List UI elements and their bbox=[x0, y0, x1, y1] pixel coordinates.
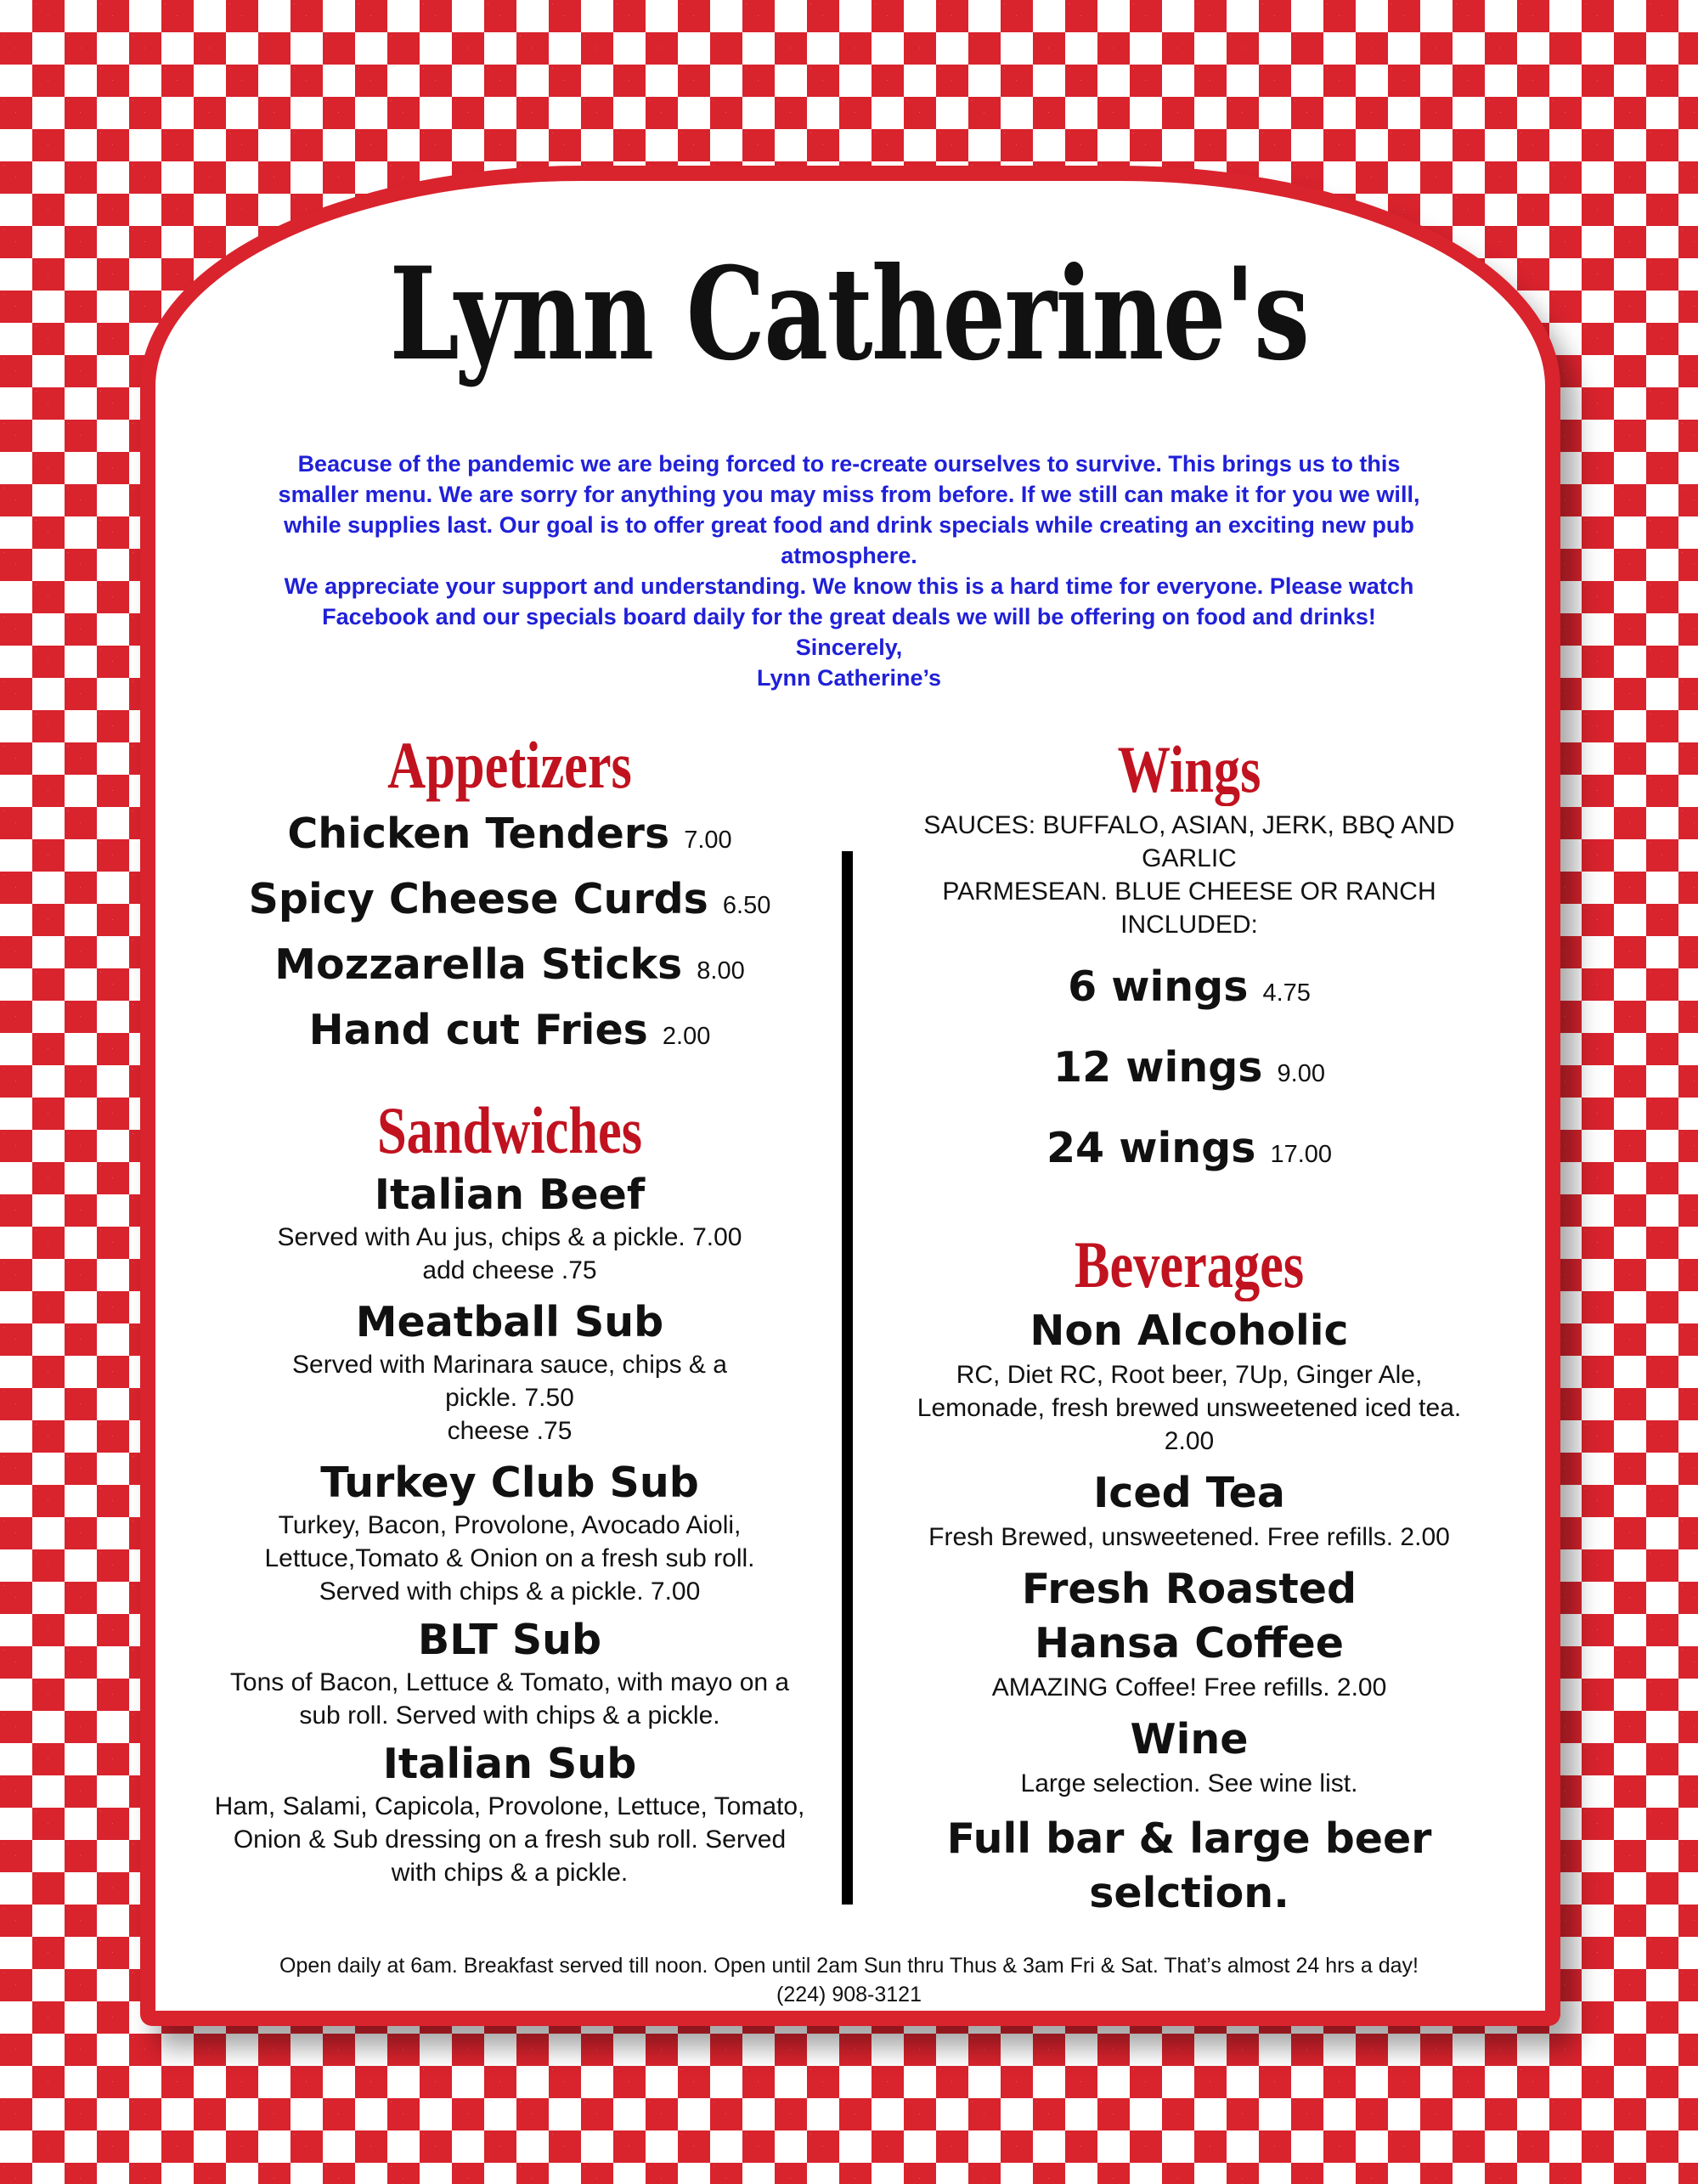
wing-item bbox=[849, 1030, 1529, 1111]
item-name: Non Alcoholic bbox=[1030, 1306, 1349, 1355]
sauces-text: PARMESEAN. BLUE CHEESE OR RANCH bbox=[942, 878, 1436, 906]
appetizer-item bbox=[170, 1001, 849, 1066]
item-description: Ham, Salami, Capicola, Provolone, Lettuce, Tomato, bbox=[214, 1792, 805, 1820]
right-column bbox=[849, 731, 1529, 1921]
beverages-section bbox=[849, 1226, 1529, 1921]
beverage-item bbox=[849, 1713, 1529, 1800]
item-name: Chicken Tenders bbox=[287, 810, 670, 858]
item-name: Meatball Sub bbox=[355, 1298, 664, 1346]
footer-hours: Open daily at 6am. Breakfast served till noon. Open until 2am Sun thru Thus & 3am Fri & Sat. That’s almost 24 hrs a day! bbox=[279, 1954, 1419, 1978]
item-price: 4.75 bbox=[1262, 979, 1311, 1007]
item-name: Spicy Cheese Curds bbox=[248, 875, 708, 923]
item-name: Full bar & large beer selction. bbox=[946, 1814, 1432, 1917]
appetizer-item bbox=[170, 870, 849, 935]
left-column bbox=[170, 726, 849, 1889]
item-description: with chips & a pickle. bbox=[391, 1859, 629, 1887]
sandwich-item bbox=[170, 1458, 849, 1608]
item-name: Fresh Roasted Hansa Coffee bbox=[1021, 1565, 1357, 1668]
item-description: sub roll. Served with chips & a pickle. bbox=[299, 1701, 720, 1730]
footer bbox=[170, 1951, 1528, 2009]
item-description: Lemonade, fresh brewed unsweetened iced tea. bbox=[917, 1394, 1462, 1422]
sandwich-item bbox=[170, 1170, 849, 1287]
beverage-item bbox=[849, 1812, 1529, 1921]
wing-item bbox=[849, 1111, 1529, 1192]
item-name: 12 wings bbox=[1053, 1043, 1263, 1092]
item-price: 8.00 bbox=[697, 957, 745, 985]
item-price: 6.50 bbox=[722, 892, 771, 919]
wings-section bbox=[849, 731, 1529, 1192]
wings-title: Wings bbox=[1117, 732, 1261, 806]
sandwich-item bbox=[170, 1615, 849, 1732]
item-name: BLT Sub bbox=[417, 1616, 602, 1664]
intro-signoff: Sincerely, bbox=[795, 635, 903, 660]
item-description: 2.00 bbox=[1164, 1427, 1215, 1455]
beverage-item bbox=[849, 1466, 1529, 1554]
beverage-item bbox=[849, 1304, 1529, 1458]
item-description: cheese .75 bbox=[447, 1417, 573, 1445]
item-description: Served with Marinara sauce, chips & a bbox=[292, 1351, 727, 1379]
item-price: 9.00 bbox=[1277, 1060, 1325, 1087]
intro-paragraph-2: We appreciate your support and understanding. We know this is a hard time for everyone. Please watch Facebook and our specials board daily for the great deals we will be offering on food and drinks! bbox=[284, 573, 1414, 629]
sandwich-item bbox=[170, 1739, 849, 1889]
item-name: Hand cut Fries bbox=[308, 1006, 648, 1054]
wing-item bbox=[849, 950, 1529, 1030]
item-description: RC, Diet RC, Root beer, 7Up, Ginger Ale, bbox=[956, 1361, 1423, 1389]
item-description: Large selection. See wine list. bbox=[1020, 1769, 1358, 1797]
item-price: 17.00 bbox=[1270, 1141, 1333, 1168]
item-description: Turkey, Bacon, Provolone, Avocado Aioli, bbox=[278, 1511, 742, 1539]
intro-message bbox=[255, 449, 1443, 693]
intro-paragraph-1: Beacuse of the pandemic we are being forced to re-create ourselves to survive. This brings us to this smaller menu. We are sorry for anything you may miss from before. If we still can make it for you we will, while supplies last. Our goal is to offer great food and drink specials while creating an exciting new pub atmosphere. bbox=[278, 451, 1420, 568]
item-description: Served with chips & a pickle. 7.00 bbox=[319, 1577, 701, 1606]
appetizer-item bbox=[170, 935, 849, 1001]
item-name: Mozzarella Sticks bbox=[274, 940, 683, 989]
item-description: AMAZING Coffee! Free refills. 2.00 bbox=[991, 1673, 1387, 1701]
sandwich-item bbox=[170, 1297, 849, 1448]
sandwiches-title: Sandwiches bbox=[376, 1093, 643, 1167]
item-name: Turkey Club Sub bbox=[320, 1459, 699, 1507]
sauces-text: INCLUDED: bbox=[1120, 911, 1258, 939]
appetizer-item bbox=[170, 804, 849, 870]
sandwiches-section bbox=[170, 1092, 849, 1889]
appetizers-section bbox=[170, 726, 849, 1066]
appetizers-title: Appetizers bbox=[387, 728, 632, 802]
item-description: add cheese .75 bbox=[422, 1256, 597, 1284]
item-name: 6 wings bbox=[1068, 962, 1249, 1011]
item-description: Onion & Sub dressing on a fresh sub roll. Served bbox=[233, 1826, 787, 1854]
item-name: Italian Beef bbox=[374, 1171, 646, 1219]
intro-signature: Lynn Catherine’s bbox=[756, 665, 942, 691]
item-description: Fresh Brewed, unsweetened. Free refills. 2.00 bbox=[928, 1523, 1450, 1551]
item-name: Italian Sub bbox=[382, 1740, 637, 1788]
restaurant-title: Lynn Catherine's bbox=[389, 240, 1309, 389]
item-name: 24 wings bbox=[1046, 1124, 1256, 1172]
item-description: pickle. 7.50 bbox=[445, 1384, 574, 1412]
item-name: Wine bbox=[1130, 1715, 1249, 1764]
item-price: 2.00 bbox=[662, 1023, 711, 1050]
sauces-text: SAUCES: BUFFALO, ASIAN, JERK, BBQ AND bbox=[923, 811, 1455, 839]
item-description: Served with Au jus, chips & a pickle. 7.00 bbox=[277, 1223, 742, 1251]
beverages-title: Beverages bbox=[1074, 1227, 1305, 1301]
sauces-text: GARLIC bbox=[1142, 844, 1237, 872]
beverage-item bbox=[849, 1562, 1529, 1704]
footer-phone: (224) 908-3121 bbox=[776, 1983, 922, 2006]
item-name: Iced Tea bbox=[1093, 1469, 1285, 1517]
item-price: 7.00 bbox=[684, 827, 732, 854]
item-description: Tons of Bacon, Lettuce & Tomato, with mayo on a bbox=[229, 1668, 790, 1696]
wing-sauces bbox=[849, 809, 1529, 941]
item-description: Lettuce,Tomato & Onion on a fresh sub roll. bbox=[264, 1544, 755, 1572]
